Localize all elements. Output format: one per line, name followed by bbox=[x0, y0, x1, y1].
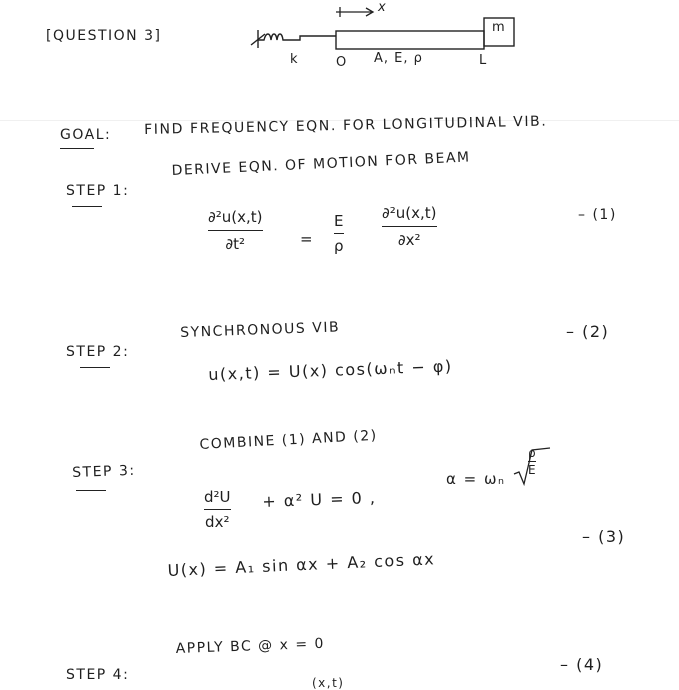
ode-denominator: dx² bbox=[205, 513, 230, 531]
step3-underline bbox=[76, 490, 106, 491]
sqrt-bar bbox=[528, 461, 536, 462]
step1-label: STEP 1: bbox=[66, 183, 130, 199]
eom-rhs-denominator: ∂x² bbox=[397, 231, 421, 249]
goal-label: GOAL: bbox=[60, 127, 112, 143]
step4-label: STEP 4: bbox=[66, 667, 130, 683]
eom-coef-fraction bbox=[334, 212, 344, 255]
wall-icon bbox=[251, 30, 265, 48]
x-axis-arrow bbox=[336, 7, 373, 17]
ode-fraction bbox=[204, 488, 231, 531]
properties-label: A, E, ρ bbox=[374, 51, 423, 66]
step1-title: DERIVE EQN. OF MOTION FOR BEAM bbox=[171, 149, 471, 179]
beam-rect bbox=[336, 31, 484, 49]
step2-title: SYNCHRONOUS VIB bbox=[180, 319, 341, 341]
step2-label: STEP 2: bbox=[66, 344, 130, 360]
eom-coef-bar bbox=[334, 233, 344, 234]
step3-label: STEP 3: bbox=[72, 462, 136, 481]
sqrt-denominator: E bbox=[528, 463, 536, 477]
ode-rest: + α² U = 0 , bbox=[262, 488, 377, 511]
step2-underline bbox=[80, 367, 110, 368]
mass-label: m bbox=[492, 20, 506, 35]
sqrt-numerator: ρ bbox=[528, 446, 536, 460]
alpha-definition: α = ωₙ bbox=[446, 470, 506, 488]
eq2-tag: – (2) bbox=[566, 322, 610, 341]
eom-lhs-numerator: ∂²u(x,t) bbox=[208, 208, 263, 226]
spring-k-label: k bbox=[290, 52, 299, 67]
sqrt-fraction bbox=[528, 446, 536, 477]
length-label: L bbox=[479, 53, 488, 68]
step3-title: COMBINE (1) AND (2) bbox=[199, 427, 379, 453]
eq4-tag: – (4) bbox=[560, 655, 604, 674]
spring-icon bbox=[258, 34, 336, 40]
question-label: [QUESTION 3] bbox=[46, 28, 162, 44]
step1-underline bbox=[72, 206, 102, 207]
eom-coef-denominator: ρ bbox=[334, 237, 344, 255]
eom-lhs-denominator: ∂t² bbox=[225, 235, 246, 253]
eom-rhs-numerator: ∂²u(x,t) bbox=[382, 204, 437, 222]
ode-numerator: d²U bbox=[204, 488, 231, 506]
eom-coef-numerator: E bbox=[334, 212, 344, 230]
eom-rhs-fraction bbox=[382, 204, 437, 249]
x-axis-label: x bbox=[378, 0, 387, 15]
eom-lhs-bar bbox=[208, 230, 263, 231]
eom-equals: = bbox=[300, 230, 315, 248]
origin-label: O bbox=[336, 55, 348, 70]
step4-title: APPLY BC @ x = 0 bbox=[175, 635, 326, 657]
eom-lhs-fraction bbox=[208, 208, 263, 253]
goal-underline bbox=[60, 148, 94, 149]
sync-vib-equation: u(x,t) = U(x) cos(ωₙt − φ) bbox=[208, 356, 453, 384]
step4-partial: (x,t) bbox=[312, 676, 345, 690]
goal-text: FIND FREQUENCY EQN. FOR LONGITUDINAL VIB. bbox=[144, 113, 548, 138]
eom-rhs-bar bbox=[382, 226, 437, 227]
ode-bar bbox=[204, 509, 231, 510]
eq3-tag: – (3) bbox=[582, 527, 626, 546]
eq1-tag: – (1) bbox=[578, 207, 617, 223]
general-solution: U(x) = A₁ sin αx + A₂ cos αx bbox=[167, 549, 436, 580]
